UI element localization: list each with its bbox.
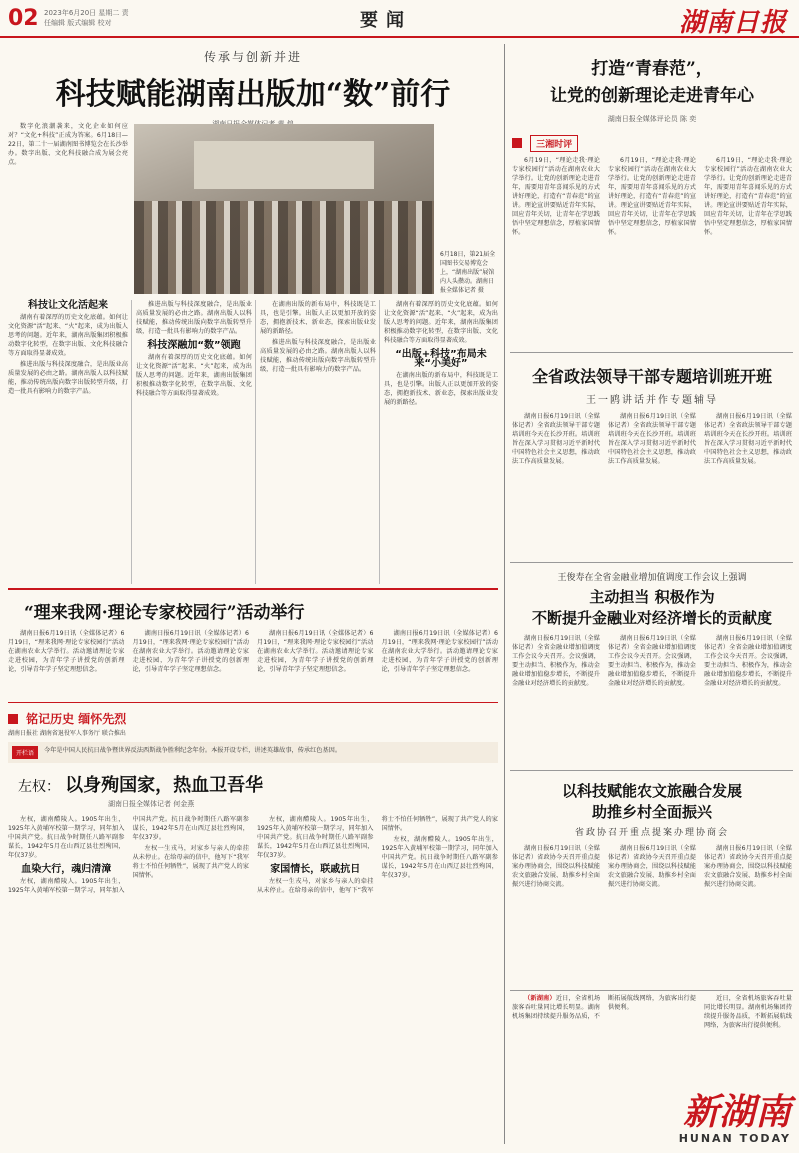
story4-body-p1: 湖南日报6月19日讯（全媒体记者）全省金融业增加值调度工作会议今天召开。会议强调，要主动担当、积极作为，推动金融业增加值稳步增长，不断提升金融业对经济增长的贡献度。 [512,635,600,687]
story-theory-campus [8,594,498,698]
story1-subhead2: 科技深融加“数”领跑 [147,340,241,351]
story3-body-p1: 湖南日报6月19日讯（全媒体记者）全省政法领导干部专题培训班今天在长沙开班。培训班旨在深入学习贯彻习近平新时代中国特色社会主义思想，推动政法工作高质量发展。 [512,413,600,465]
story8-body-p1 [512,994,696,1030]
story1-body2-lead: 推进出版与科技深度融合，是出版业高质量发展的必由之路。湖南出版人以科技赋能，推动传统出版向数字出版转型升级，打造一批具有影响力的数字产品。 [136,301,252,335]
story7-headline-line2: 助推乡村全面振兴 [591,803,712,821]
story6-headline-wrap [18,771,498,797]
story-political-training [512,358,792,558]
story3-body [512,412,792,552]
page-number: 02 [8,6,39,31]
story6-name-prefix: 左权： [18,779,60,795]
story4-headline-line2: 不断提升金融业对经济增长的贡献度 [531,609,772,627]
story5-body-p4: 湖南日报6月19日讯（全媒体记者）6月19日，“理来我网·理论专家校园行”活动在湖南农业大学举行。活动邀请理论专家走进校园，为青年学子讲授党的创新理论，引导青年学子坚定理想信念。 [381,630,498,673]
story8-body-text: 近日，全省机场旅客吞吐量同比增长明显。湖南机场集团持续提升服务品质，不断拓展航线网络，为旅客出行提供便利。 [512,995,696,1020]
story5-body-p1: 湖南日报6月19日讯（全媒体记者）6月19日，“理来我网·理论专家校园行”活动在湖南农业大学举行。活动邀请理论专家走进校园，为青年学子讲授党的创新理论，引导青年学子坚定理想信念。 [8,630,125,673]
story2-column-tag: 三湘时评 [530,135,578,152]
photo-stage [194,141,374,189]
story1-lead [8,122,128,292]
story1-body3-lead: 在湖南出版的新布局中，科技既是工具，也是引擎。出版人正以更加开放的姿态，拥抱新技术、新业态，探索出版业发展的新路径。 [260,301,376,335]
divider [510,770,793,771]
story2-byline: 湖南日报全媒体评论员 陈 奕 [607,115,697,123]
story1-lead-text: 数字化浪潮袭来，文化企业如何应对？“文化+科技”正成为答案。6月18日—22日，第二十一届湖南图书博览会在长沙举办。数字出版、文化科技融合成为展会亮点。 [8,123,128,166]
story8-tag: （新湖南） [524,995,556,1002]
story5-headline: “理来我网·理论专家校园行”活动举行 [24,603,305,623]
story6-byline: 湖南日报全媒体记者 何金燕 [108,800,195,808]
story6-column-title: 铭记历史 缅怀先烈 [26,712,127,726]
section-rule [8,588,498,590]
story3-body-p3: 湖南日报6月19日讯（全媒体记者）全省政法领导干部专题培训班今天在长沙开班。培训班旨在深入学习贯彻习近平新时代中国特色社会主义思想，推动政法工作高质量发展。 [704,413,792,465]
story1-body3-b: 推进出版与科技深度融合，是出版业高质量发展的必由之路。湖南出版人以科技赋能，推动传统出版向数字出版转型升级，打造一批具有影响力的数字产品。 [260,339,376,373]
divider [255,300,256,584]
story3-subtitle: 王一鸥讲话并作专题辅导 [586,395,718,406]
story6-subhead1: 血染大行，魂归清漳 [21,864,112,875]
story6-column-note: 湖南日报社 湖南省退役军人事务厅 联合推出 [8,730,126,737]
story4-body [512,634,792,764]
story6-body-p1: 左权，湖南醴陵人。1905年出生，1925年入黄埔军校第一期学习，同年加入中国共产党。抗日战争时期任八路军副参谋长，1942年5月在山西辽县壮烈殉国，年仅37岁。 [8,816,125,859]
story1-col4 [384,300,498,584]
story1-photo [134,124,434,294]
story6-body-p6: 左权，湖南醴陵人。1905年出生，1925年入黄埔军校第一期学习，同年加入中国共产党。抗日战争时期任八路军副参谋长，1942年5月在山西辽县壮烈殉国，年仅37岁。 [381,836,498,879]
photo-crowd [134,201,434,295]
story1-col3 [260,300,376,584]
newspaper-logo: 湖南日报 [678,8,787,38]
story2-body-p2: 6月19日，“理论走我·理论专家校园行”活动在湖南农业大学举行。让党的创新理论走进青年，需要用青年喜闻乐见的方式讲好理论，打造有“青春范”的宣讲。理论宣讲要贴近青年实际，回应青年关切，让青年在学思践悟中坚定理想信念，厚植家国情怀。 [608,157,696,236]
story4-headline-line1: 主动担当 积极作为 [589,588,715,606]
story6-body-p2: 左权，湖南醴陵人。1905年出生，1925年入黄埔军校第一期学习，同年加入中国共产党。抗日战争时期任八路军副参谋长，1942年5月在山西辽县壮烈殉国，年仅37岁。 [8,816,249,894]
story7-subtitle: 省政协召开重点提案办理协商会 [574,828,729,838]
story1-col1 [8,296,128,584]
divider [8,702,498,703]
story6-intro-tag: 开栏语 [12,746,38,759]
story6-intro-box [8,742,498,763]
story7-headline-line1: 以科技赋能农文旅融合发展 [561,782,742,800]
story6-body [8,815,498,1145]
masthead [0,0,799,38]
story6-subhead2: 家国情长，联戚抗日 [270,864,361,875]
story1-body3: 在湖南出版的新布局中，科技既是工具，也是引擎。出版人正以更加开放的姿态，拥抱新技术、新业态，探索出版业发展的新路径。 [384,372,498,406]
story1-subhead3: “出版+科技”布局未来“小美好” [395,349,487,369]
story3-headline: 全省政法领导干部专题培训班开班 [531,367,772,386]
divider [510,562,793,563]
divider [510,352,793,353]
story2-body [512,156,792,344]
story6-column-head [8,708,498,727]
story8-body-p2: 近日，全省机场旅客吞吐量同比增长明显。湖南机场集团持续提升服务品质，不断拓展航线网络，为旅客出行提供便利。 [704,995,792,1029]
story-zuo-quan [8,706,498,1146]
story7-body [512,844,792,984]
story1-kicker: 传承与创新并进 [203,50,302,64]
story1-headline: 科技赋能湖南出版加“数”前行 [55,77,451,112]
story7-body-p2: 湖南日报6月19日讯（全媒体记者）省政协今天召开重点提案办理协商会，围绕以科技赋能农文旅融合发展、助推乡村全面振兴进行协商交流。 [608,845,696,888]
story1-body1-b: 推进出版与科技深度融合，是出版业高质量发展的必由之路。湖南出版人以科技赋能，推动传统出版向数字出版转型升级，打造一批具有影响力的数字产品。 [8,361,128,395]
divider [131,300,132,584]
bottom-logo-cn: 新湖南 [682,1091,791,1133]
story1-body2: 湖南有着深厚的历史文化底蕴。如何让文化资源“活”起来、“火”起来，成为出版人思考的问题。近年来，湖南出版集团积极推动数字化转型，在数字出版、文化科技融合等方面取得显著成效。 [136,354,252,397]
story7-body-p3: 湖南日报6月19日讯（全媒体记者）省政协今天召开重点提案办理协商会，围绕以科技赋能农文旅融合发展、助推乡村全面振兴进行协商交流。 [704,845,792,888]
story1-subhead1: 科技让文化活起来 [28,300,108,311]
story2-body-p1: 6月19日，“理论走我·理论专家校园行”活动在湖南农业大学举行。让党的创新理论走进青年，需要用青年喜闻乐见的方式讲好理论，打造有“青春范”的宣讲。理论宣讲要贴近青年实际，回应青年关切，让青年在学思践悟中坚定理想信念，厚植家国情怀。 [512,157,600,236]
story1-body3-c: 湖南有着深厚的历史文化底蕴。如何让文化资源“活”起来、“火”起来，成为出版人思考的问题。近年来，湖南出版集团积极推动数字化转型，在数字出版、文化科技融合等方面取得显著成效。 [384,301,498,344]
story2-column-tag-wrap [512,132,792,152]
column-tag-icon [512,138,522,148]
date-line: 2023年6月20日 星期二 责任编辑 版式编辑 校对 [44,9,129,27]
story6-body-p3: 左权一生戎马，对家乡与亲人的牵挂从未停止。在给母亲的信中，他写下“我军将士不怕任何牺牲”，展现了共产党人的家国情怀。 [132,845,249,879]
story4-body-p2: 湖南日报6月19日讯（全媒体记者）全省金融业增加值调度工作会议今天召开。会议强调，要主动担当、积极作为，推动金融业增加值稳步增长，不断提升金融业对经济增长的贡献度。 [608,635,696,687]
story2-kicker: 打造“青春范”， [591,59,713,79]
story5-body-p3: 湖南日报6月19日讯（全媒体记者）6月19日，“理来我网·理论专家校园行”活动在湖南农业大学举行。活动邀请理论专家走进校园，为青年学子讲授党的创新理论，引导青年学子坚定理想信念。 [257,630,374,673]
story7-body-p1: 湖南日报6月19日讯（全媒体记者）省政协今天召开重点提案办理协商会，围绕以科技赋能农文旅融合发展、助推乡村全面振兴进行协商交流。 [512,845,600,888]
divider [510,990,793,991]
section-title: 要闻 [360,10,412,31]
story6-intro: 今年是中国人民抗日战争暨世界反法西斯战争胜利纪念年份。本报开设专栏，讲述英雄故事，传承红色基因。 [44,747,342,754]
story2-headline: 让党的创新理论走进青年心 [550,86,754,106]
story4-body-p3: 湖南日报6月19日讯（全媒体记者）全省金融业增加值调度工作会议今天召开。会议强调，要主动担当、积极作为，推动金融业增加值稳步增长，不断提升金融业对经济增长的贡献度。 [704,635,792,687]
story2-body-p3: 6月19日，“理论走我·理论专家校园行”活动在湖南农业大学举行。让党的创新理论走进青年，需要用青年喜闻乐见的方式讲好理论，打造有“青春范”的宣讲。理论宣讲要贴近青年实际，回应青年关切，让青年在学思践悟中坚定理想信念，厚植家国情怀。 [704,157,792,236]
story5-body-p2: 湖南日报6月19日讯（全媒体记者）6月19日，“理来我网·理论专家校园行”活动在湖南农业大学举行。活动邀请理论专家走进校园，为青年学子讲授党的创新理论，引导青年学子坚定理想信念。 [132,630,249,673]
story-youth-theory [512,44,792,344]
story1-col2 [136,300,252,584]
bottom-logo [679,1092,791,1145]
divider [379,300,380,584]
story6-headline: 以身殉国家，热血卫吾华 [65,775,264,796]
story6-body-p4: 左权，湖南醴陵人。1905年出生，1925年入黄埔军校第一期学习，同年加入中国共产党。抗日战争时期任八路军副参谋长，1942年5月在山西辽县壮烈殉国，年仅37岁。 [257,816,374,859]
story-rural-revitalization [512,774,792,986]
story-finance [512,566,792,766]
column-flag-icon [8,714,18,724]
story1-photo-caption: 6月18日，第21届全国图书交易博览会上，“湖南出版”展馆内人头攒动。湖南日报全媒体记者 摄 [440,251,496,294]
story6-body-p5: 左权一生戎马，对家乡与亲人的牵挂从未停止。在给母亲的信中，他写下“我军将士不怕任何牺牲”，展现了共产党人的家国情怀。 [257,816,498,894]
story4-kicker: 王俊寿在全省金融业增加值调度工作会议上强调 [557,573,747,583]
column-divider [504,44,505,1144]
story5-body [8,629,498,698]
story3-body-p2: 湖南日报6月19日讯（全媒体记者）全省政法领导干部专题培训班今天在长沙开班。培训班旨在深入学习贯彻习近平新时代中国特色社会主义思想，推动政法工作高质量发展。 [608,413,696,465]
story1-body1: 湖南有着深厚的历史文化底蕴。如何让文化资源“活”起来、“火”起来，成为出版人思考的问题。近年来，湖南出版集团积极推动数字化转型，在数字出版、文化科技融合等方面取得显著成效。 [8,314,128,357]
bottom-logo-en: HUNAN TODAY [678,1132,791,1145]
